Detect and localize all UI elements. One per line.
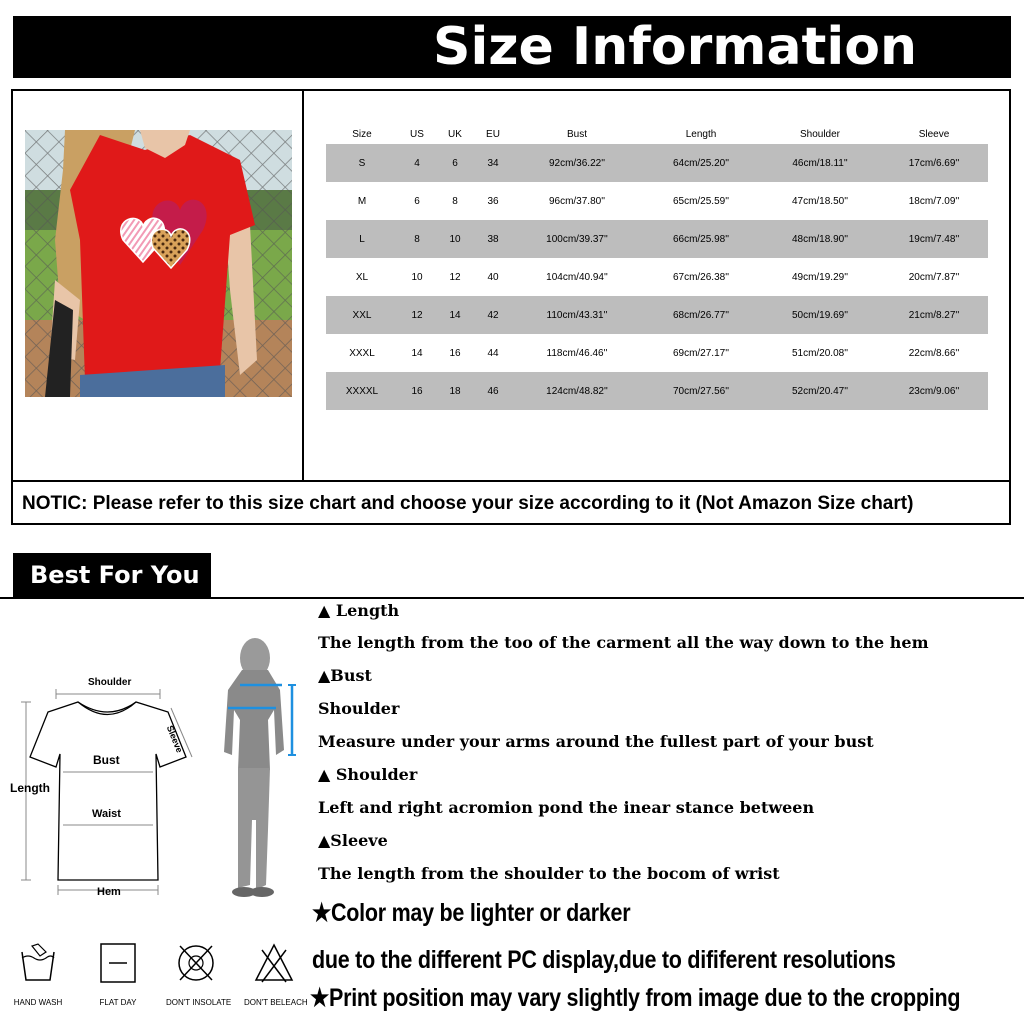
table-row bbox=[326, 258, 988, 296]
column-header: Sleeve bbox=[918, 128, 950, 140]
table-cell: 50cm/19.69'' bbox=[791, 309, 849, 321]
table-cell: 110cm/43.31'' bbox=[546, 309, 608, 321]
table-cell: M bbox=[357, 195, 367, 207]
diagram-label-waist: Waist bbox=[92, 808, 121, 820]
table-cell: 38 bbox=[487, 233, 499, 245]
sleeve-title: ▲Sleeve bbox=[318, 831, 388, 850]
table-cell: 44 bbox=[487, 347, 499, 359]
diagram-label-length: Length bbox=[10, 781, 50, 795]
table-cell: 34 bbox=[487, 157, 499, 169]
table-cell: 96cm/37.80'' bbox=[548, 195, 606, 207]
table-row bbox=[326, 182, 988, 220]
bust-subtitle: Shoulder bbox=[318, 699, 400, 718]
table-row bbox=[326, 296, 988, 334]
bust-text: Measure under your arms around the fullest part of your bust bbox=[318, 732, 874, 751]
box-divider-horizontal bbox=[11, 480, 1011, 482]
table-cell: XXXXL bbox=[345, 385, 379, 397]
table-cell: 65cm/25.59'' bbox=[672, 195, 730, 207]
table-cell: 10 bbox=[411, 271, 423, 283]
table-cell: 8 bbox=[414, 233, 420, 245]
table-cell: 22cm/8.66'' bbox=[908, 347, 960, 359]
table-row bbox=[326, 334, 988, 372]
table-cell: XXL bbox=[352, 309, 372, 321]
product-photo bbox=[25, 130, 292, 397]
table-cell: 6 bbox=[452, 157, 458, 169]
table-cell: 124cm/48.82'' bbox=[546, 385, 608, 397]
dont-insolate-icon bbox=[176, 942, 216, 984]
measurement-diagram bbox=[8, 672, 208, 912]
column-header: Length bbox=[685, 128, 717, 140]
section-divider bbox=[0, 597, 1024, 599]
shoulder-title: ▲ Shoulder bbox=[318, 765, 418, 784]
display-note: due to the different PC display,due to dififerent resolutions bbox=[312, 946, 896, 974]
column-header: US bbox=[410, 128, 424, 140]
box-divider-vertical bbox=[302, 89, 304, 482]
table-cell: 48cm/18.90'' bbox=[791, 233, 849, 245]
sleeve-text: The length from the shoulder to the bocom of wrist bbox=[318, 864, 780, 883]
table-cell: 21cm/8.27'' bbox=[908, 309, 960, 321]
table-cell: 16 bbox=[449, 347, 461, 359]
table-cell: XXXL bbox=[349, 347, 375, 359]
column-header: UK bbox=[448, 128, 462, 140]
care-dont-bleach bbox=[244, 942, 308, 1007]
table-cell: 49cm/19.29'' bbox=[791, 271, 849, 283]
table-cell: S bbox=[358, 157, 366, 169]
table-cell: 118cm/46.46'' bbox=[546, 347, 608, 359]
table-cell: L bbox=[359, 233, 365, 245]
table-cell: 51cm/20.08'' bbox=[791, 347, 849, 359]
body-silhouette bbox=[210, 630, 300, 905]
flat-dry-icon bbox=[98, 942, 138, 984]
table-cell: 92cm/36.22'' bbox=[548, 157, 606, 169]
table-cell: XL bbox=[355, 271, 369, 283]
length-text: The length from the too of the carment all the way down to the hem bbox=[318, 633, 929, 652]
table-cell: 46 bbox=[487, 385, 499, 397]
table-cell: 66cm/25.98'' bbox=[672, 233, 730, 245]
table-cell: 42 bbox=[487, 309, 499, 321]
table-cell: 36 bbox=[487, 195, 499, 207]
diagram-label-sleeve: Sleeve bbox=[164, 724, 185, 755]
column-header: Shoulder bbox=[799, 128, 841, 140]
care-dont-insolate bbox=[166, 942, 232, 1007]
diagram-label-bust: Bust bbox=[93, 753, 120, 767]
table-cell: 68cm/26.77'' bbox=[672, 309, 730, 321]
size-table-header bbox=[326, 124, 988, 144]
table-cell: 10 bbox=[449, 233, 461, 245]
table-cell: 67cm/26.38'' bbox=[672, 271, 730, 283]
page-title: Size Information bbox=[433, 17, 917, 77]
table-cell: 6 bbox=[414, 195, 420, 207]
care-label: FLAT DAY bbox=[99, 998, 137, 1007]
bust-title: ▲Bust bbox=[318, 666, 372, 685]
notice-text: NOTIC: Please refer to this size chart and choose your size according to it (Not Amazon Size chart) bbox=[22, 493, 914, 514]
color-note: ★Color may be lighter or darker bbox=[312, 899, 631, 927]
table-cell: 18cm/7.09'' bbox=[908, 195, 960, 207]
table-cell: 69cm/27.17'' bbox=[672, 347, 730, 359]
care-hand-wash bbox=[8, 942, 68, 1007]
care-label: DON'T INSOLATE bbox=[166, 998, 232, 1007]
table-cell: 12 bbox=[411, 309, 423, 321]
column-header: EU bbox=[486, 128, 500, 140]
column-header: Bust bbox=[566, 128, 587, 140]
hand-wash-icon bbox=[18, 942, 58, 984]
dont-bleach-icon bbox=[254, 942, 294, 984]
table-cell: 47cm/18.50'' bbox=[791, 195, 849, 207]
table-cell: 64cm/25.20'' bbox=[672, 157, 730, 169]
shoulder-text: Left and right acromion pond the inear stance between bbox=[318, 798, 815, 817]
table-cell: 100cm/39.37'' bbox=[546, 233, 608, 245]
table-cell: 19cm/7.48'' bbox=[908, 233, 960, 245]
table-cell: 23cm/9.06'' bbox=[908, 385, 960, 397]
size-table bbox=[326, 124, 988, 410]
care-label: HAND WASH bbox=[13, 998, 63, 1007]
table-cell: 14 bbox=[411, 347, 423, 359]
diagram-label-shoulder: Shoulder bbox=[88, 677, 132, 688]
column-header: Size bbox=[352, 128, 372, 140]
length-title: ▲ Length bbox=[318, 601, 400, 620]
table-row bbox=[326, 220, 988, 258]
care-flat-dry bbox=[88, 942, 148, 1007]
best-for-you-title: Best For You bbox=[30, 561, 200, 589]
table-cell: 12 bbox=[449, 271, 461, 283]
table-cell: 18 bbox=[449, 385, 461, 397]
table-cell: 46cm/18.11'' bbox=[792, 157, 848, 169]
table-cell: 104cm/40.94'' bbox=[546, 271, 608, 283]
diagram-label-hem: Hem bbox=[97, 886, 121, 898]
table-cell: 52cm/20.47'' bbox=[791, 385, 849, 397]
table-cell: 14 bbox=[449, 309, 461, 321]
title-bar bbox=[13, 16, 1011, 78]
table-cell: 20cm/7.87'' bbox=[908, 271, 960, 283]
table-cell: 4 bbox=[414, 157, 420, 169]
print-note: ★Print position may vary slightly from image due to the cropping bbox=[310, 984, 961, 1012]
table-cell: 16 bbox=[411, 385, 423, 397]
table-cell: 40 bbox=[487, 271, 499, 283]
table-row bbox=[326, 372, 988, 410]
table-row bbox=[326, 144, 988, 182]
care-label: DON'T BELEACH bbox=[244, 998, 308, 1007]
best-for-you-tab bbox=[13, 553, 211, 597]
table-cell: 70cm/27.56'' bbox=[672, 385, 730, 397]
table-cell: 17cm/6.69'' bbox=[908, 157, 960, 169]
table-cell: 8 bbox=[452, 195, 458, 207]
